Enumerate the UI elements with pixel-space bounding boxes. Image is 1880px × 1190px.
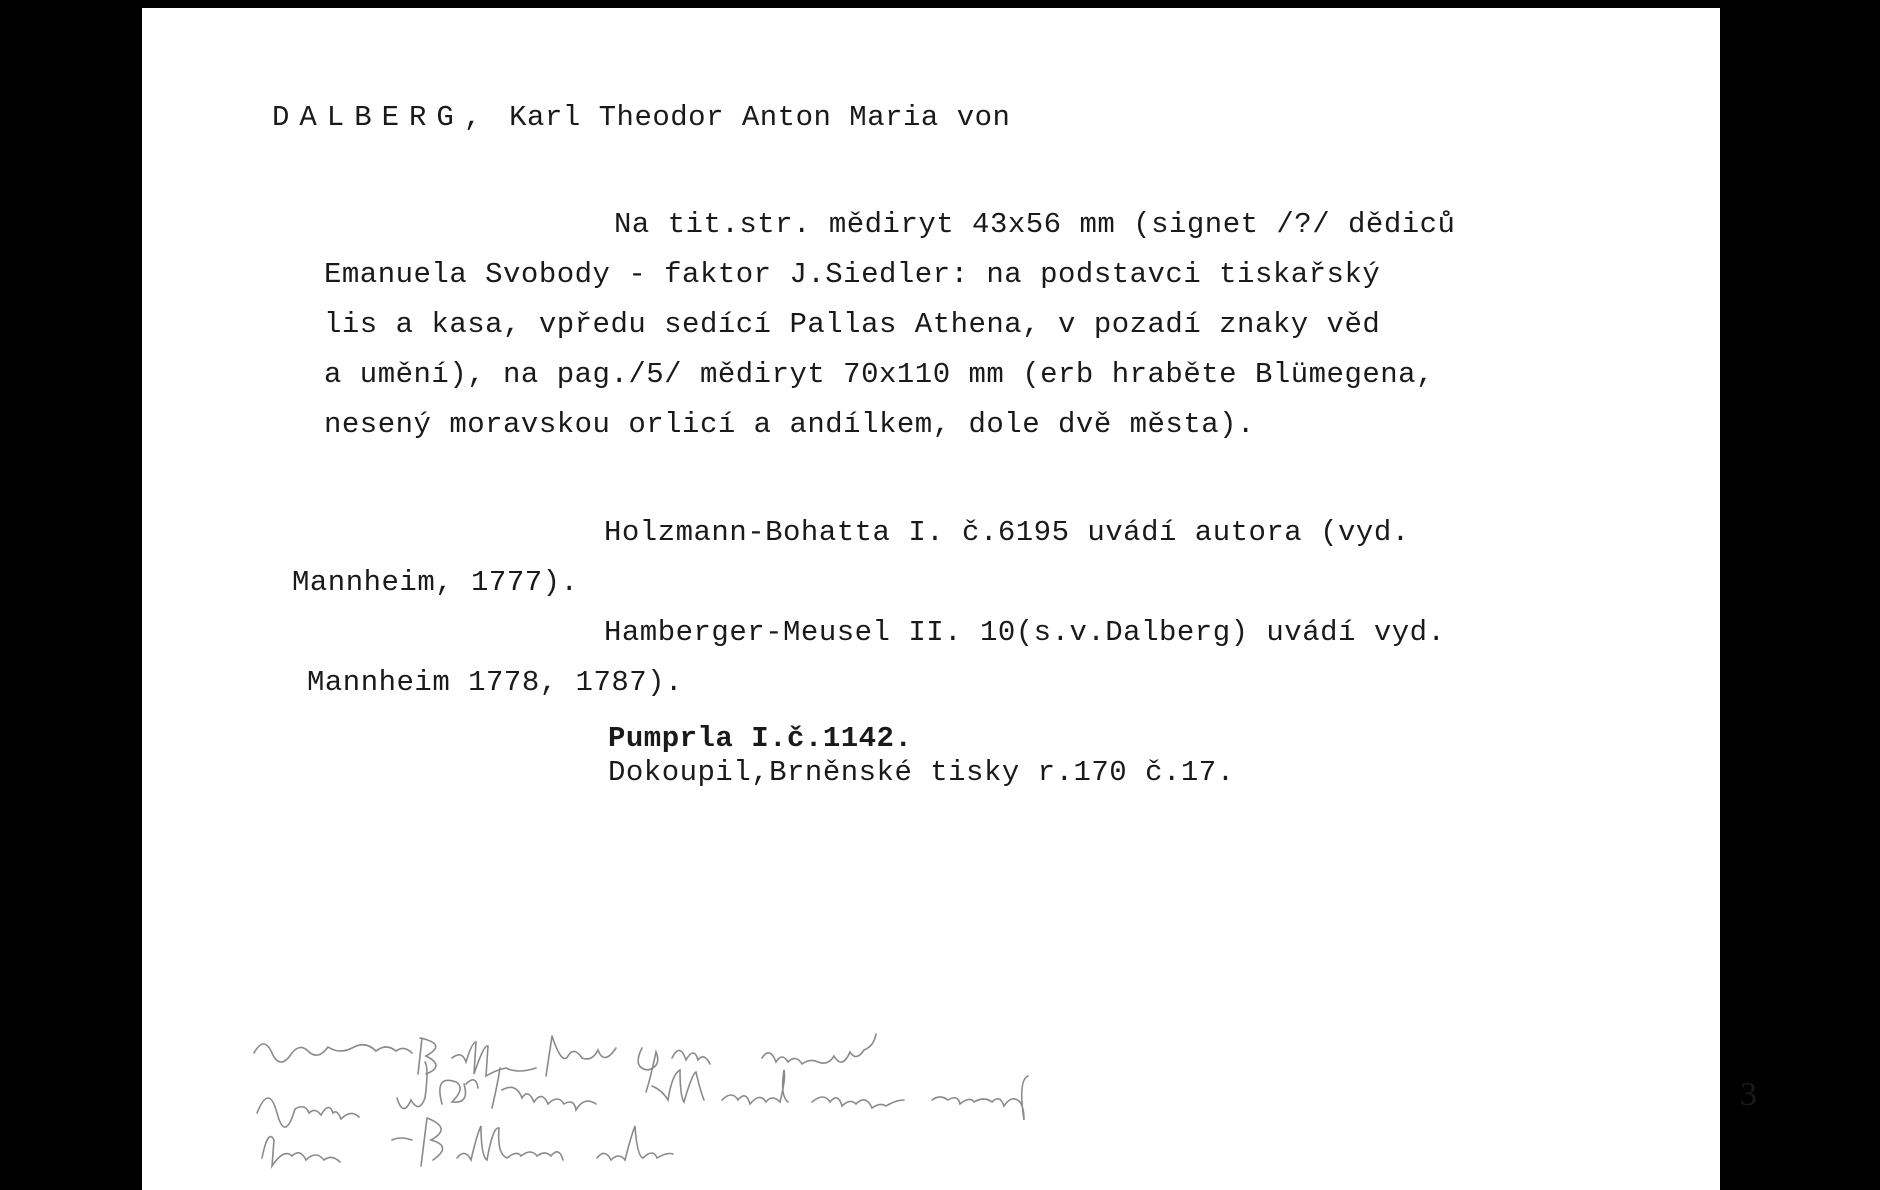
handwritten-note: [252, 1018, 1552, 1188]
description-line: lis a kasa, vpředu sedící Pallas Athena, v pozadí znaky věd: [324, 308, 1381, 341]
description-line: nesený moravskou orlicí a andílkem, dole dvě města).: [324, 408, 1255, 441]
description-line: a umění), na pag./5/ mědiryt 70x110 mm (erb hraběte Blümegena,: [324, 358, 1434, 391]
page-number: 3: [1740, 1076, 1757, 1113]
catalog-card: [142, 8, 1757, 1190]
heading-given-names: Karl Theodor Anton Maria von: [509, 101, 1011, 134]
reference-dokoupil: Dokoupil,Brněnské tisky r.170 č.17.: [608, 756, 1235, 789]
reference-hamberger-cont: Mannheim 1778, 1787).: [307, 666, 683, 699]
heading-surname: DALBERG,: [272, 101, 492, 134]
description-line: Na tit.str. mědiryt 43x56 mm (signet /?/ dědiců: [614, 208, 1456, 241]
description-line: Emanuela Svobody - faktor J.Siedler: na podstavci tiskařský: [324, 258, 1381, 291]
reference-hamberger: Hamberger-Meusel II. 10(s.v.Dalberg) uvádí vyd.: [604, 616, 1446, 649]
reference-holzmann: Holzmann-Bohatta I. č.6195 uvádí autora (vyd.: [604, 516, 1410, 549]
reference-pumprla: Pumprla I.č.1142.: [608, 722, 913, 755]
heading: [272, 103, 1010, 132]
reference-holzmann-cont: Mannheim, 1777).: [292, 566, 579, 599]
